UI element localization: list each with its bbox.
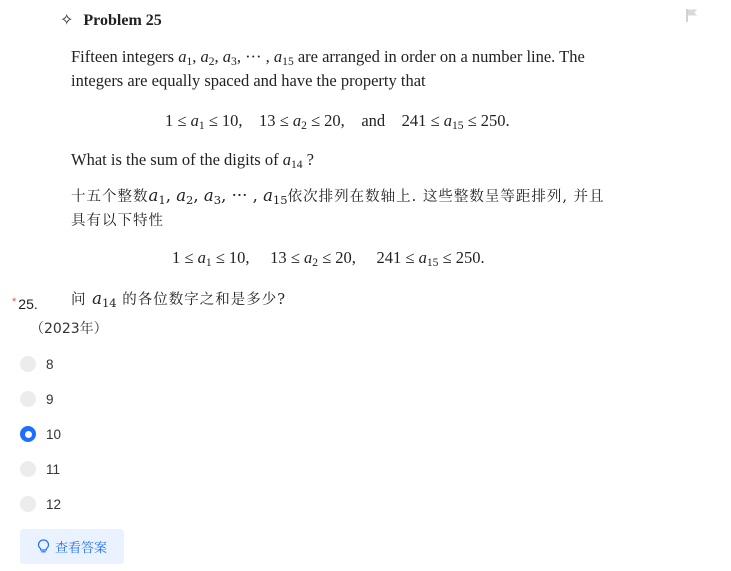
question-year: （2023年） bbox=[30, 321, 108, 337]
problem-text-line1: Fifteen integers $a_1$, $a_2$, $a_3$, ··· , $a_{15}$ are arranged in order on a number line. The bbox=[71, 47, 585, 68]
view-answer-button[interactable] bbox=[20, 529, 124, 564]
option-12[interactable] bbox=[20, 494, 61, 514]
question-text: What is the sum of the digits of $a_{14}$ ? bbox=[71, 150, 314, 171]
radio-button[interactable] bbox=[20, 356, 36, 372]
view-answer-label: 查看答案 bbox=[54, 541, 107, 556]
option-8[interactable] bbox=[20, 354, 54, 374]
sequence-math: $a_1$, $a_2$, $a_3$, ··· , $a_{15}$ bbox=[178, 47, 294, 68]
option-label: 12 bbox=[46, 496, 62, 512]
radio-button-selected[interactable] bbox=[20, 426, 36, 442]
cn-conditions-math: $1 \le a_1 \le 10$, $13 \le a_2 \le 20$, $241 \le a_{15} \le 250$. bbox=[172, 248, 485, 269]
problem-title: ✧ Problem 25 bbox=[60, 12, 162, 29]
option-9[interactable] bbox=[20, 389, 54, 409]
radio-button[interactable] bbox=[20, 391, 36, 407]
radio-button[interactable] bbox=[20, 496, 36, 512]
option-10[interactable] bbox=[20, 424, 61, 444]
lightbulb-icon bbox=[37, 539, 50, 554]
question-number: * 25. bbox=[12, 296, 38, 312]
option-label: 10 bbox=[46, 426, 62, 442]
cn-text-line1: 十五个整数$a_1$, $a_2$, $a_3$, ··· , $a_{15}$依次排列在数轴上. 这些整数呈等距排列, 并且 bbox=[71, 186, 605, 207]
radio-button[interactable] bbox=[20, 461, 36, 477]
option-label: 11 bbox=[46, 461, 61, 477]
cn-question-text: 问 $a_{14}$ 的各位数字之和是多少? bbox=[71, 289, 287, 310]
required-mark: * bbox=[12, 296, 17, 308]
problem-text-line2: integers are equally spaced and have the property that bbox=[71, 71, 426, 90]
cn-text-line2: 具有以下特性 bbox=[71, 213, 164, 229]
sparkle-icon: ✧ bbox=[60, 12, 74, 29]
option-11[interactable] bbox=[20, 459, 60, 479]
flag-icon[interactable] bbox=[684, 7, 700, 23]
conditions-math: $1 \le a_1 \le 10$, $13 \le a_2 \le 20$, and $241 \le a_{15} \le 250$. bbox=[165, 111, 510, 132]
option-label: 9 bbox=[46, 391, 54, 407]
option-label: 8 bbox=[46, 356, 54, 372]
